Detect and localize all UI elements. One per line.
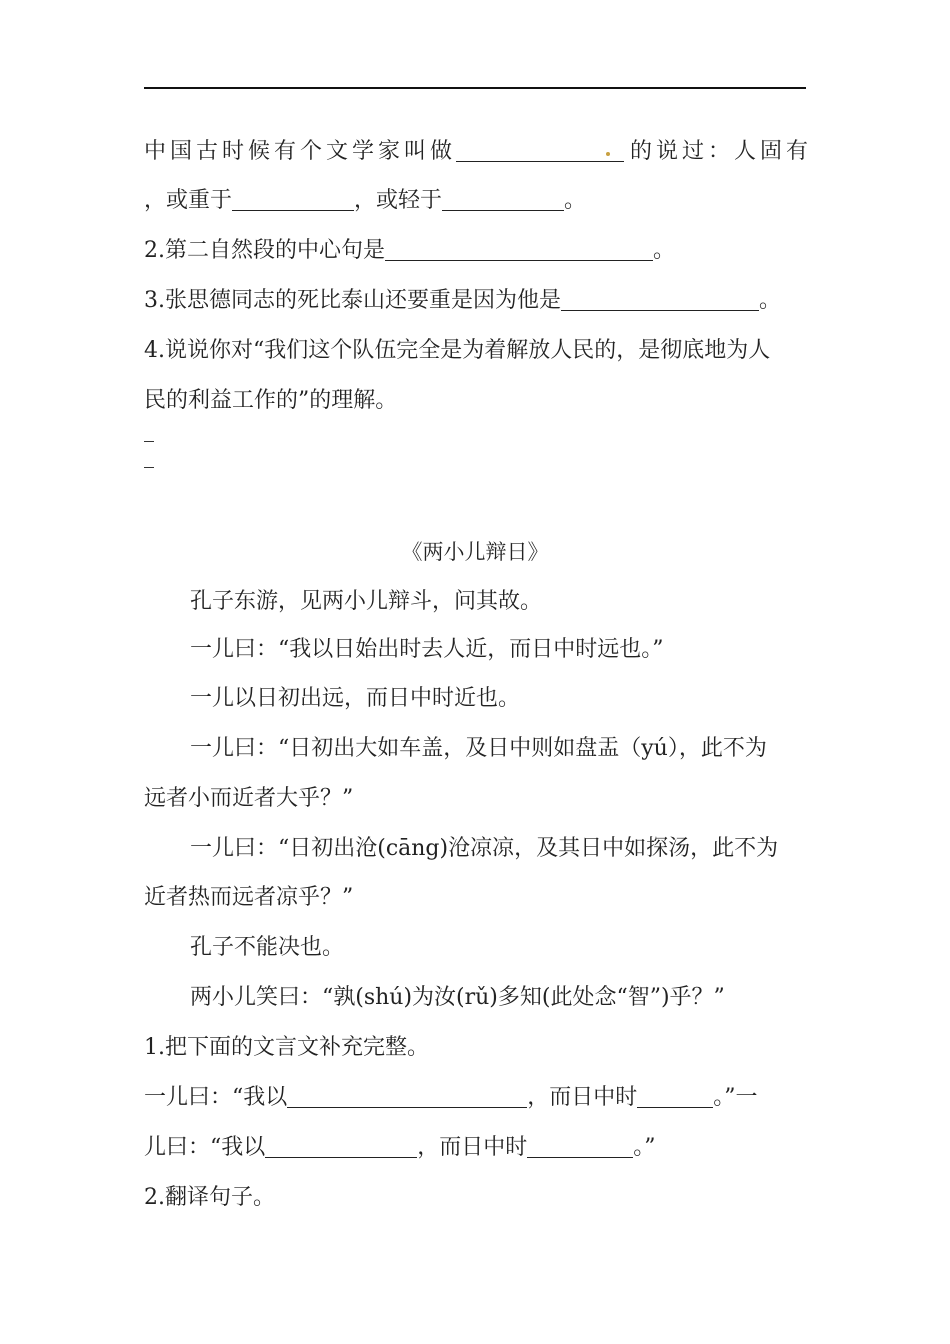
question-text: ，或重于	[144, 188, 233, 213]
answer-blank[interactable]	[527, 1135, 633, 1158]
answer-blank[interactable]	[614, 139, 624, 162]
question-1-title: 1.把下面的文言文补充完整。	[144, 1035, 429, 1060]
passage-paragraph: 一儿曰：“日初出沧(cāng)沧凉凉，及其日中如探汤，此不为	[190, 836, 779, 861]
question-4-line-1: 4.说说你对“我们这个队伍完全是为着解放人民的，是彻底地为人	[144, 338, 771, 363]
question-text: 的说过：人固有	[630, 139, 813, 164]
question-3	[144, 286, 806, 316]
question-text: 。	[653, 238, 676, 263]
question-text: 。”	[633, 1135, 656, 1160]
answer-blank[interactable]	[287, 1085, 527, 1108]
question-text: ，而日中时	[417, 1135, 528, 1160]
question-text: 儿曰：“我以	[144, 1135, 266, 1160]
passage-paragraph: 孔子东游，见两小儿辩斗，问其故。	[190, 589, 543, 614]
answer-blank[interactable]	[637, 1085, 713, 1108]
header-rule	[144, 87, 806, 89]
question-text: 。	[759, 288, 782, 313]
fill-line-2	[144, 1133, 806, 1163]
question-2	[144, 236, 806, 266]
question-text: 3.张思德同志的死比泰山还要重是因为他是	[144, 288, 561, 313]
question-text: 一儿曰：“我以	[144, 1085, 288, 1110]
answer-blank[interactable]	[442, 188, 564, 211]
answer-blank[interactable]	[561, 288, 759, 311]
passage-paragraph: 两小儿笑曰：“孰(shú)为汝(rǔ)多知(此处念“智”)乎？”	[190, 985, 725, 1010]
question-text: 。”一	[713, 1085, 758, 1110]
question-text: ，或轻于	[354, 188, 443, 213]
answer-blank[interactable]	[385, 238, 653, 261]
passage-paragraph-cont: 远者小而近者大乎？”	[144, 786, 354, 811]
answer-blank[interactable]	[265, 1135, 417, 1158]
question-text: 中国古时候有个文学家叫做	[144, 139, 457, 164]
question-4-line-2: 民的利益工作的”的理解。	[144, 388, 398, 413]
passage-paragraph: 孔子不能决也。	[190, 935, 345, 960]
answer-dash[interactable]	[144, 441, 154, 442]
answer-dash[interactable]	[144, 467, 154, 468]
passage-paragraph: 一儿曰：“我以日始出时去人近，而日中时远也。”	[190, 637, 664, 662]
answer-blank[interactable]	[456, 139, 614, 162]
answer-blank[interactable]	[232, 188, 354, 211]
passage-title: 《两小儿辩日》	[401, 540, 549, 564]
question-text: 。	[564, 188, 587, 213]
passage-paragraph: 一儿曰：“日初出大如车盖，及日中则如盘盂（yú），此不为	[190, 736, 767, 761]
dot-mark	[606, 152, 610, 156]
passage-paragraph: 一儿以日初出远，而日中时近也。	[190, 686, 521, 711]
fill-line-1	[144, 1083, 806, 1113]
question-text: 2.第二自然段的中心句是	[144, 238, 385, 263]
passage-paragraph-cont: 近者热而远者凉乎？”	[144, 885, 354, 910]
question-2-title: 2.翻译句子。	[144, 1185, 275, 1210]
question-1-line-2	[144, 186, 806, 216]
question-text: ，而日中时	[527, 1085, 638, 1110]
question-1-line-1	[144, 137, 813, 167]
